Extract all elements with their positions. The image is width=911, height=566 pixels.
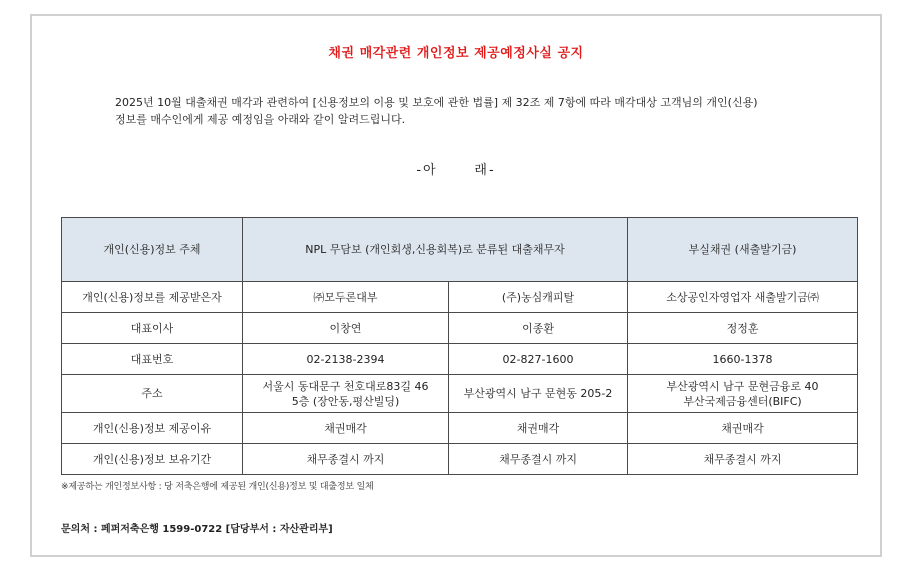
table-row [62, 282, 858, 313]
row-label: 개인(신용)정보를 제공받은자 [62, 282, 243, 313]
table-cell [628, 375, 858, 413]
table-cell: (주)농심캐피탈 [449, 282, 628, 313]
table-cell: 02-2138-2394 [243, 344, 449, 375]
table-cell: 02-827-1600 [449, 344, 628, 375]
info-table [61, 217, 858, 475]
intro-line-2: 정보를 매수인에게 제공 예정임을 아래와 같이 알려드립니다. [115, 113, 406, 126]
table-header-row [62, 218, 858, 282]
intro-paragraph [115, 94, 835, 128]
table-row [62, 313, 858, 344]
address-line: 서울시 동대문구 천호대로83길 46 [262, 379, 429, 393]
notice-frame [30, 14, 882, 557]
below-heading: -아 래- [416, 163, 496, 178]
table-cell: 이창연 [243, 313, 449, 344]
row-label: 대표이사 [62, 313, 243, 344]
table-cell: 채무종결시 까지 [628, 444, 858, 475]
address-line: 부산국제금융센터(BIFC) [683, 394, 802, 408]
row-label: 주소 [62, 375, 243, 413]
table-cell: 이종환 [449, 313, 628, 344]
table-cell: 채무종결시 까지 [449, 444, 628, 475]
table-cell: 채권매각 [243, 413, 449, 444]
footnote: ※제공하는 개인정보사항 : 당 저축은행에 제공된 개인(신용)정보 및 대출정보 일체 [61, 482, 374, 492]
header-bad-debt: 부실채권 (새출발기금) [628, 218, 858, 282]
table-row [62, 413, 858, 444]
table-row [62, 444, 858, 475]
table-cell: 채권매각 [449, 413, 628, 444]
notice-title: 채권 매각관련 개인정보 제공예정사실 공지 [328, 46, 584, 61]
table-cell: ㈜모두론대부 [243, 282, 449, 313]
table-cell: 채무종결시 까지 [243, 444, 449, 475]
header-npl: NPL 무담보 (개인회생,신용회복)로 분류된 대출채무자 [243, 218, 628, 282]
table-cell [243, 375, 449, 413]
table-cell: 소상공인자영업자 새출발기금㈜ [628, 282, 858, 313]
header-subject: 개인(신용)정보 주체 [62, 218, 243, 282]
row-label: 개인(신용)정보 보유기간 [62, 444, 243, 475]
table-row [62, 344, 858, 375]
row-label: 대표번호 [62, 344, 243, 375]
table-row [62, 375, 858, 413]
intro-line-1: 2025년 10월 대출채권 매각과 관련하여 [신용정보의 이용 및 보호에 관한 법률] 제 32조 제 7항에 따라 매각대상 고객님의 개인(신용) [115, 96, 758, 109]
table-cell: 부산광역시 남구 문현동 205-2 [449, 375, 628, 413]
row-label: 개인(신용)정보 제공이유 [62, 413, 243, 444]
address-line: 5층 (장안동,평산빌딩) [291, 394, 400, 408]
table-cell: 1660-1378 [628, 344, 858, 375]
table-cell: 정정훈 [628, 313, 858, 344]
table-cell: 채권매각 [628, 413, 858, 444]
address-line: 부산광역시 남구 문현금융로 40 [666, 379, 819, 393]
contact-info: 문의처 : 페퍼저축은행 1599-0722 [담당부서 : 자산관리부] [61, 524, 333, 535]
